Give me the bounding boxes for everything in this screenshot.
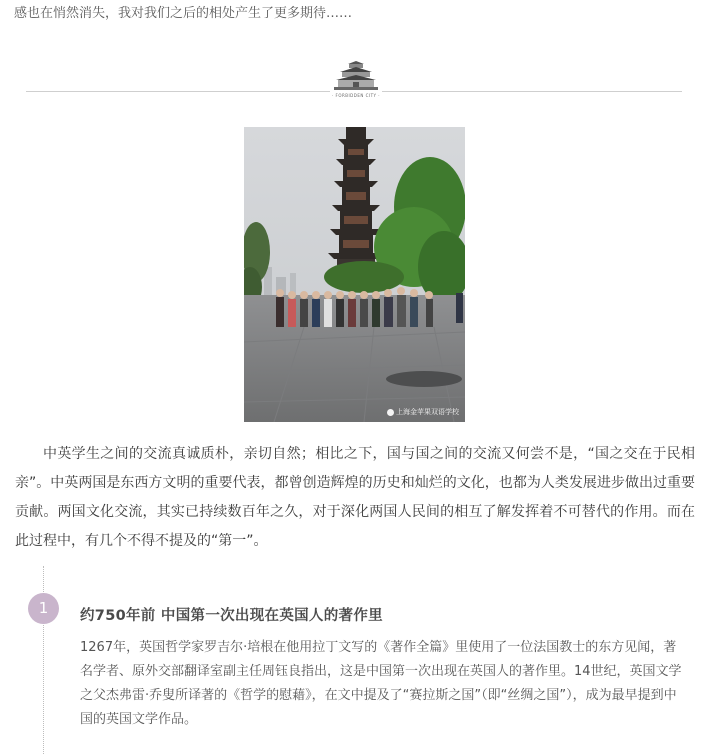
emblem-caption: · FORBIDDEN CITY · [331,93,381,98]
intro-tail-text: 感也在悄然消失，我对我们之后的相处产生了更多期待…… [14,6,353,21]
wechat-icon [387,409,394,416]
body-paragraph: 中英学生之间的交流真诚质朴，亲切自然；相比之下，国与国之间的交流又何尝不是，“国之交在于民相亲”。中英两国是东西方文明的重要代表，都曾创造辉煌的历史和灿烂的文化，也都为人类发展进步做出过重要贡献。两国文化交流，其实已持续数百年之久，对于深化两国人民间的相互了解发挥着不可替代的作用。而在此过程中，有几个不得不提及的“第一”。 [15,446,695,549]
photo-watermark-text: 上海金苹果双语学校 [396,408,459,416]
timeline-title: 约750年前 中国第一次出现在英国人的著作里 [80,608,383,624]
group-photo-pagoda [244,127,465,422]
photo-illustration [244,127,465,422]
timeline-body: 1267年，英国哲学家罗吉尔·培根在他用拉丁文写的《著作全篇》里使用了一位法国教士的东方见闻，著名学者、原外交部翻译室副主任周钰良指出，这是中国第一次出现在英国人的著作里。14世纪，英国文学之父杰弗雷·乔叟所译著的《哲学的慰藉》，在文中提及了“赛拉斯之国”（即“丝绸之国”），成为最早提到中国的英国文学作品。 [80,640,682,727]
timeline-number-badge: 1 [28,593,59,624]
photo-watermark [387,407,459,417]
